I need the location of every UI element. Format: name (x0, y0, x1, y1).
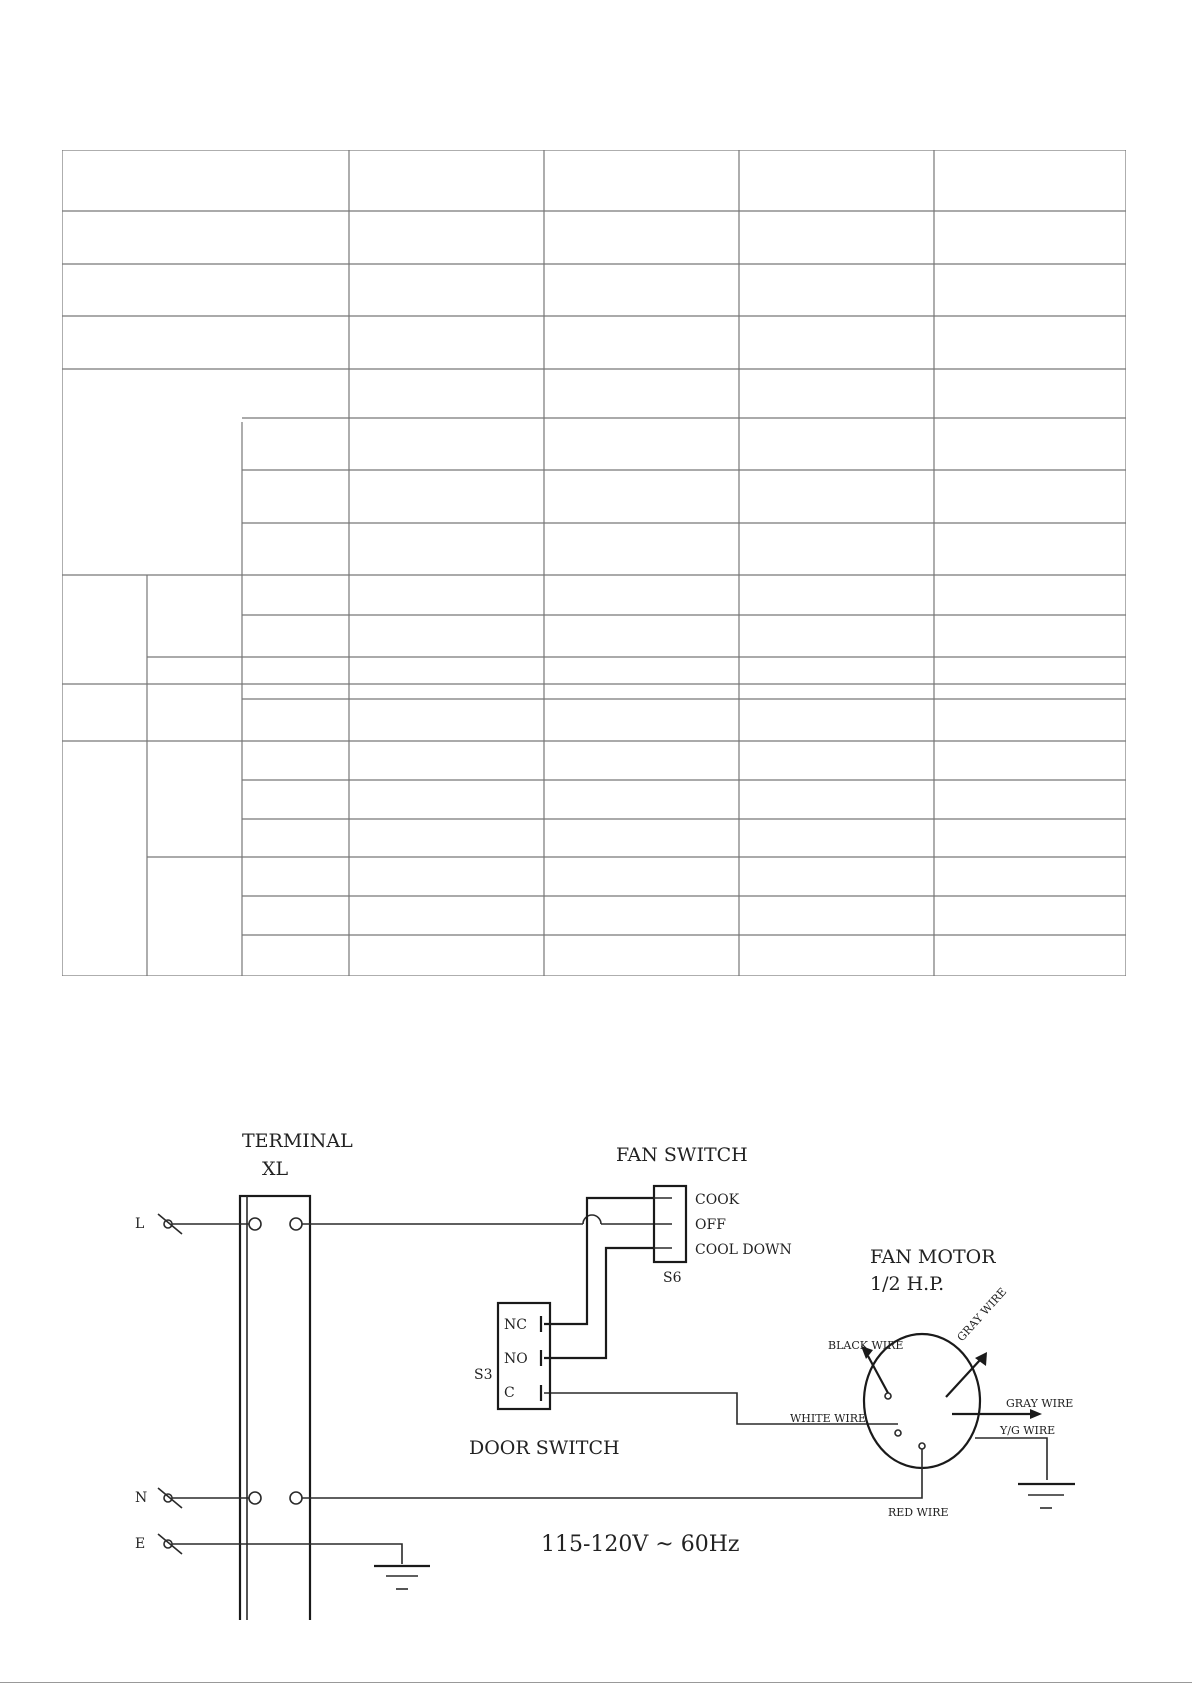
label-gray-wire-upper: GRAY WIRE (954, 1285, 1010, 1345)
fan-switch-pos-cook: COOK (695, 1192, 740, 1208)
terminal-title: TERMINAL (242, 1130, 353, 1152)
line-label-n: N (135, 1490, 148, 1506)
fan-switch-title: FAN SWITCH (616, 1144, 748, 1166)
label-yg-wire: Y/G WIRE (1000, 1424, 1056, 1437)
fan-motor-rating: 1/2 H.P. (870, 1273, 945, 1295)
fan-motor-body (864, 1334, 980, 1468)
label-red-wire: RED WIRE (888, 1506, 949, 1519)
page-bottom-rule (0, 1682, 1192, 1683)
lead-black (868, 1356, 888, 1393)
terminal-screw-l2 (290, 1218, 302, 1230)
fan-motor (302, 1246, 1075, 1519)
door-switch-no: NO (504, 1351, 528, 1367)
fan-switch-pos-cool-down: COOL DOWN (695, 1242, 792, 1258)
terminal-white (895, 1430, 901, 1436)
fan-switch-pos-off: OFF (695, 1217, 726, 1233)
spec-table (62, 150, 1126, 976)
fan-switch (616, 1144, 792, 1286)
door-switch (469, 1303, 620, 1459)
terminal-body (240, 1196, 310, 1620)
door-switch-c: C (504, 1385, 515, 1401)
table-grid (62, 150, 1126, 976)
label-gray-wire: GRAY WIRE (1006, 1397, 1074, 1410)
l-line-wiring (302, 1215, 672, 1224)
supply-leads (135, 1214, 430, 1589)
wiring-diagram (0, 1100, 1192, 1620)
door-switch-title: DOOR SWITCH (469, 1437, 620, 1459)
table-border (62, 150, 1126, 976)
arrow-gray (1030, 1409, 1042, 1419)
terminal-screw-n1 (249, 1492, 261, 1504)
door-switch-id: S3 (474, 1367, 493, 1383)
label-black-wire: BLACK WIRE (828, 1339, 904, 1352)
wire-cool-to-no (544, 1248, 654, 1358)
terminal-name: XL (262, 1158, 289, 1180)
wire-yg (975, 1438, 1047, 1480)
fan-switch-id: S6 (663, 1270, 682, 1286)
door-switch-nc: NC (504, 1317, 527, 1333)
wire-cook-to-nc (544, 1198, 654, 1324)
label-white-wire: WHITE WIRE (790, 1412, 867, 1425)
fan-motor-title: FAN MOTOR (870, 1246, 996, 1268)
terminal-black (885, 1393, 891, 1399)
lead-gray-upper (946, 1360, 980, 1397)
line-label-e: E (135, 1536, 146, 1552)
terminal-red (919, 1443, 925, 1449)
wire-e (172, 1544, 402, 1564)
terminal-screw-l1 (249, 1218, 261, 1230)
terminal-screw-n2 (290, 1492, 302, 1504)
terminal-block (240, 1130, 353, 1620)
supply-rating: 115-120V ~ 60Hz (541, 1532, 740, 1557)
line-label-l: L (135, 1216, 145, 1232)
wire-crossover (583, 1215, 601, 1224)
